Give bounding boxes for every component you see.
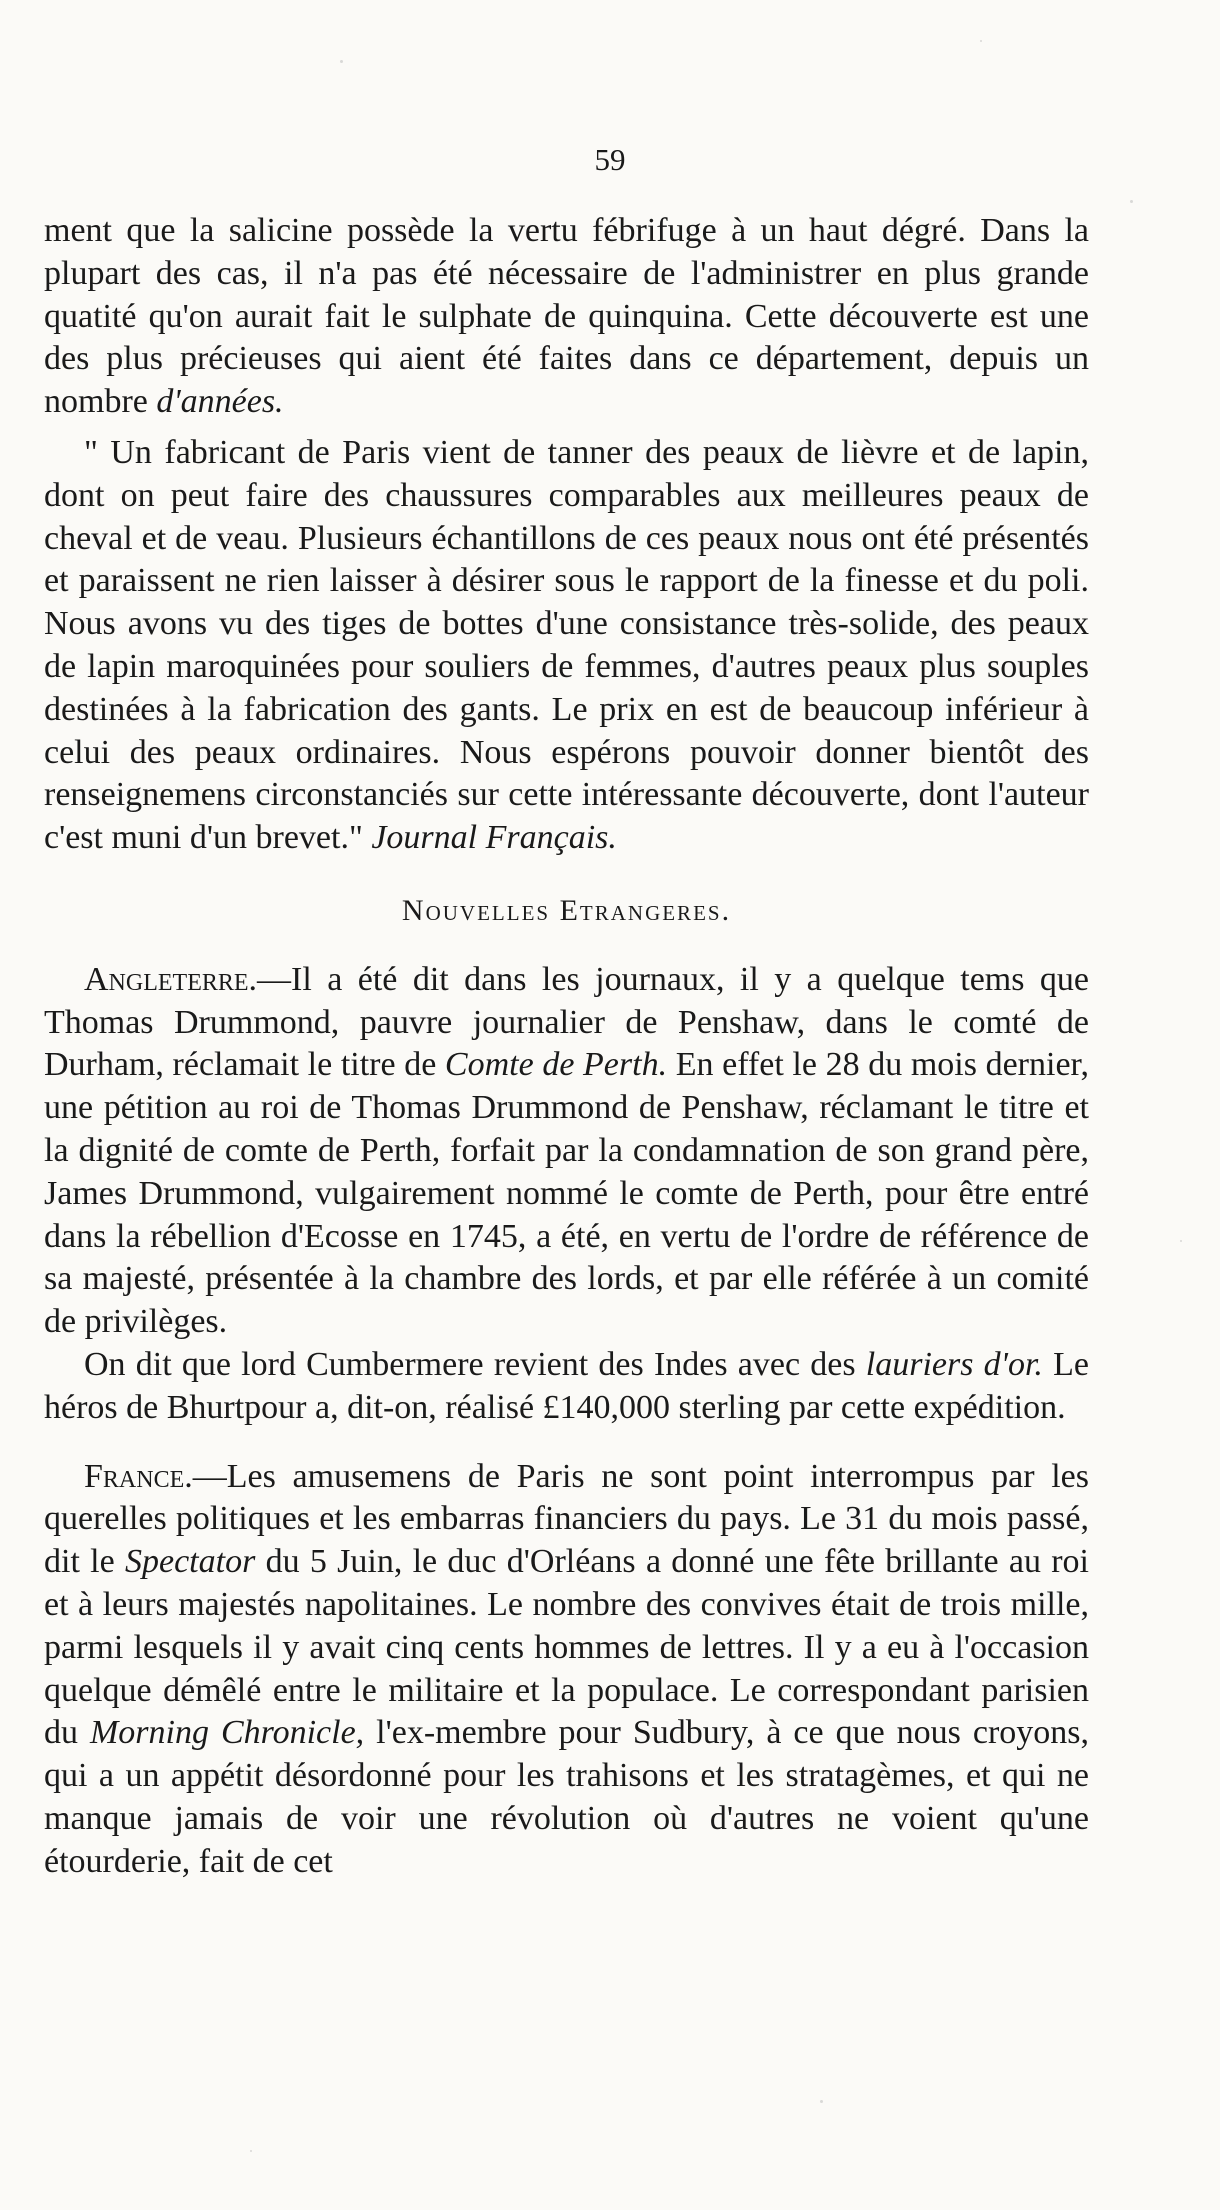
- section-title: Nouvelles Etrangeres.: [401, 893, 732, 927]
- page-body: [44, 210, 1089, 1883]
- paragraph-text: ment que la salicine possède la vertu fébrifuge à un haut dégré. Dans la plupart des cas, il n'a pas été nécessaire de l'administrer en plus grande quatité qu'on aurait fait le sulphate de quinquina. Cette découverte est une des plus précieuses qui aient été faites dans ce département, depuis un nombre: [44, 212, 1089, 421]
- paragraph-fabricant: [44, 432, 1089, 860]
- paragraph-text: " Un fabricant de Paris vient de tanner des peaux de lièvre et de lapin, dont on peut faire des chaussures comparables aux meilleures peaux de cheval et de veau. Plusieurs échantillons de ces peaux nous ont été présentés et paraissent ne rien laisser à désirer sous le rapport de la finesse et du poli. Nous avons vu des tiges de bottes d'une consistance très-solide, des peaux de lapin maroquinées pour souliers de femmes, d'autres peaux plus souples destinées à la fabrication des gants. Le prix en est de beaucoup inférieur à celui des peaux ordinaires. Nous espérons pouvoir donner bientôt des renseignemens circonstanciés sur cette intéressante découverte, dont l'auteur c'est muni d'un brevet.": [44, 433, 1089, 857]
- paragraph-france: [44, 1456, 1089, 1884]
- paragraph-text: du 5 Juin, le duc d'Orléans a donné une fête brillante au roi et à leurs majestés napolitaines. Le nombre des convives était de trois mille, parmi lesquels il y avait cinq cents hommes de lettres. Il y a eu à l'occasion quelque démêlé entre le militaire et la populace. Le correspondant parisien du: [44, 1543, 1089, 1752]
- source-citation: Journal Français.: [371, 819, 617, 857]
- paragraph-angleterre: [44, 959, 1089, 1344]
- paragraph-italic: d'années.: [156, 383, 284, 421]
- paragraph-text: On dit que lord Cumbermere revient des Indes avec des: [84, 1345, 866, 1383]
- country-heading: Angleterre.: [84, 960, 258, 998]
- paragraph-text: l'ex-membre pour Sudbury, à ce que nous croyons, qui a un appétit désordonné pour les trahisons et les stratagèmes, et qui ne manque jamais de voir une révolution où d'autres ne voient qu'une étourderie, fait de cet: [44, 1714, 1089, 1880]
- paragraph-text: —Les amusemens de Paris ne sont point interrompus par les querelles politiques et les embarras financiers du pays. Le 31 du mois passé, dit le: [44, 1457, 1089, 1581]
- paragraph-text: —Il a été dit dans les journaux, il y a quelque tems que Thomas Drummond, pauvre journalier de Penshaw, dans le comté de Durham, réclamait le titre de: [44, 960, 1089, 1084]
- paragraph-italic: lauriers d'or.: [865, 1345, 1043, 1383]
- paragraph-salicine: [44, 210, 1089, 424]
- page-number: 59: [594, 142, 626, 177]
- paragraph-italic: Spectator: [125, 1543, 256, 1581]
- paragraph-cumbermere: [44, 1344, 1089, 1430]
- paragraph-italic: Morning Chronicle,: [89, 1714, 365, 1752]
- paragraph-italic: Comte de Perth.: [444, 1046, 668, 1084]
- country-heading: France.: [84, 1457, 193, 1495]
- paragraph-text: Le héros de Bhurtpour a, dit-on, réalisé £140,000 sterling par cette expédition.: [44, 1345, 1089, 1426]
- paragraph-text: En effet le 28 du mois dernier, une pétition au roi de Thomas Drummond de Penshaw, réclamant le titre et la dignité de comte de Perth, forfait par la condamnation de son grand père, James Drummond, vulgairement nommé le comte de Perth, pour être entré dans la rébellion d'Ecosse en 1745, a été, en vertu de l'ordre de référence de sa majesté, présentée à la chambre des lords, et par elle référée à un comité de privilèges.: [44, 1046, 1090, 1341]
